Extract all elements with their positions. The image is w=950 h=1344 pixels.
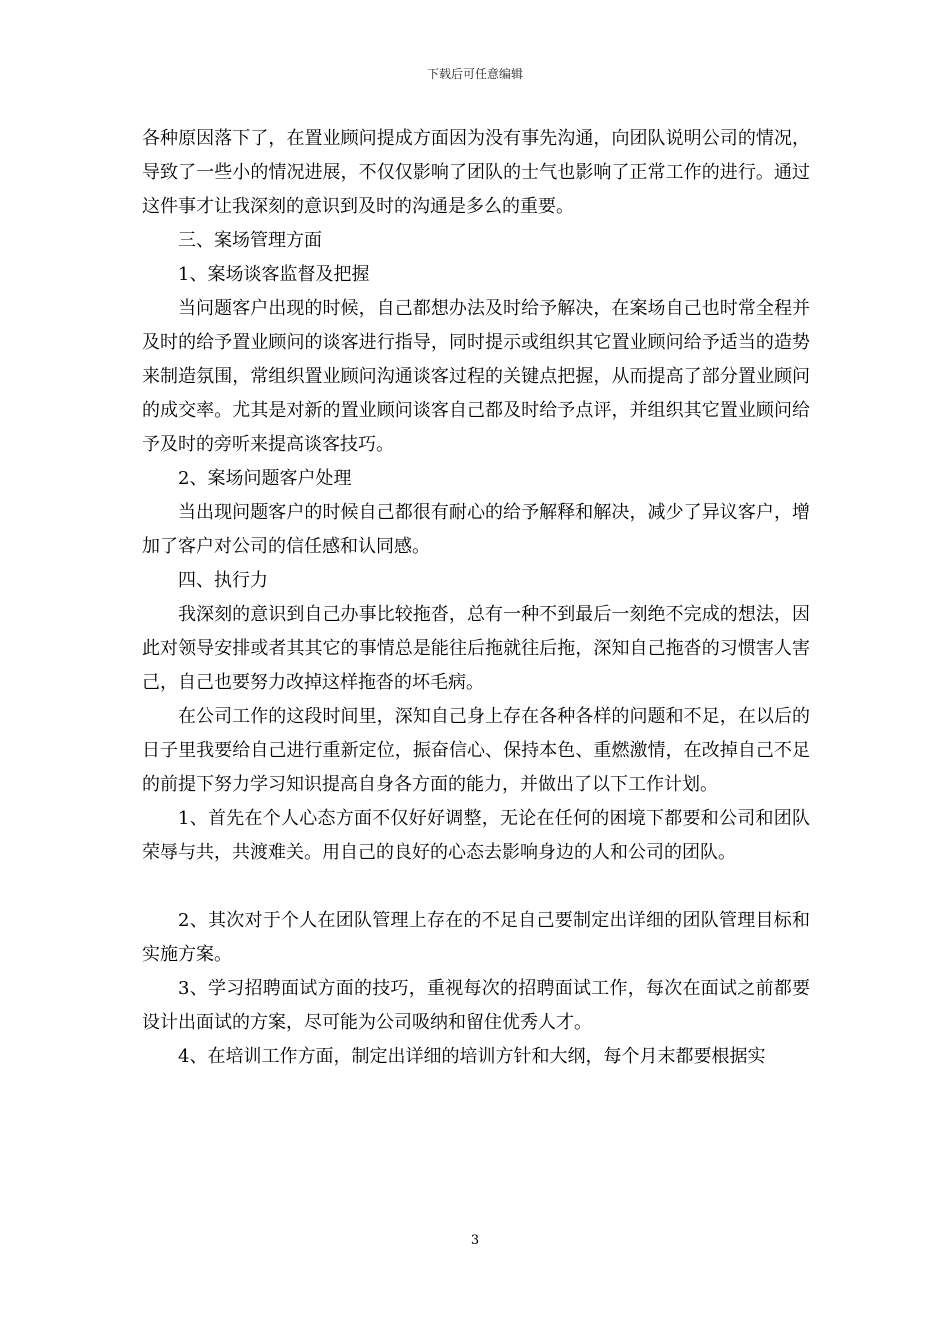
document-body (142, 122, 810, 1074)
plan-item-1: 1、首先在个人心态方面不仅好好调整，无论在任何的困境下都要和公司和团队荣辱与共，共渡难关。用自己的良好的心态去影响身边的人和公司的团队。 (142, 808, 810, 863)
paragraph-client-supervision: 当问题客户出现的时候，自己都想办法及时给予解决，在案场自己也时常全程并及时的给予置业顾问的谈客进行指导，同时提示或组织其它置业顾问给予适当的造势来制造氛围，常组织置业顾问沟通谈客过程的关键点把握，从而提高了部分置业顾问的成交率。尤其是对新的置业顾问谈客自己都及时给予点评，并组织其它置业顾问给予及时的旁听来提高谈客技巧。 (142, 298, 810, 455)
paragraph-work-plan-intro: 在公司工作的这段时间里，深知自己身上存在各种各样的问题和不足，在以后的日子里我要给自己进行重新定位，振奋信心、保持本色、重燃激情，在改掉自己不足的前提下努力学习知识提高自身各方面的能力，并做出了以下工作计划。 (142, 706, 810, 795)
plan-item-3: 3、学习招聘面试方面的技巧，重视每次的招聘面试工作，每次在面试之前都要设计出面试的方案，尽可能为公司吸纳和留住优秀人才。 (142, 978, 810, 1033)
plan-item-2: 2、其次对于个人在团队管理上存在的不足自己要制定出详细的团队管理目标和实施方案。 (142, 910, 810, 965)
plan-item-4: 4、在培训工作方面，制定出详细的培训方针和大纲，每个月末都要根据实 (178, 1046, 766, 1067)
heading-site-management: 三、案场管理方面 (178, 230, 322, 251)
page-number: 3 (470, 1233, 480, 1248)
page-header: 下载后可任意编辑 (426, 67, 523, 81)
heading-execution: 四、执行力 (178, 570, 268, 591)
paragraph-communication: 各种原因落下了，在置业顾问提成方面因为没有事先沟通，向团队说明公司的情况，导致了一些小的情况进展，不仅仅影响了团队的士气也影响了正常工作的进行。通过这件事才让我深刻的意识到及时的沟通是多么的重要。 (142, 128, 810, 217)
paragraph-procrastination: 我深刻的意识到自己办事比较拖沓，总有一种不到最后一刻绝不完成的想法，因此对领导安排或者其其它的事情总是能往后拖就往后拖，深知自己拖沓的习惯害人害己，自己也要努力改掉这样拖沓的坏毛病。 (142, 604, 810, 693)
subheading-client-supervision: 1、案场谈客监督及把握 (178, 264, 370, 285)
subheading-problem-clients: 2、案场问题客户处理 (178, 468, 352, 489)
paragraph-problem-clients: 当出现问题客户的时候自己都很有耐心的给予解释和解决，减少了异议客户，增加了客户对公司的信任感和认同感。 (142, 502, 810, 557)
